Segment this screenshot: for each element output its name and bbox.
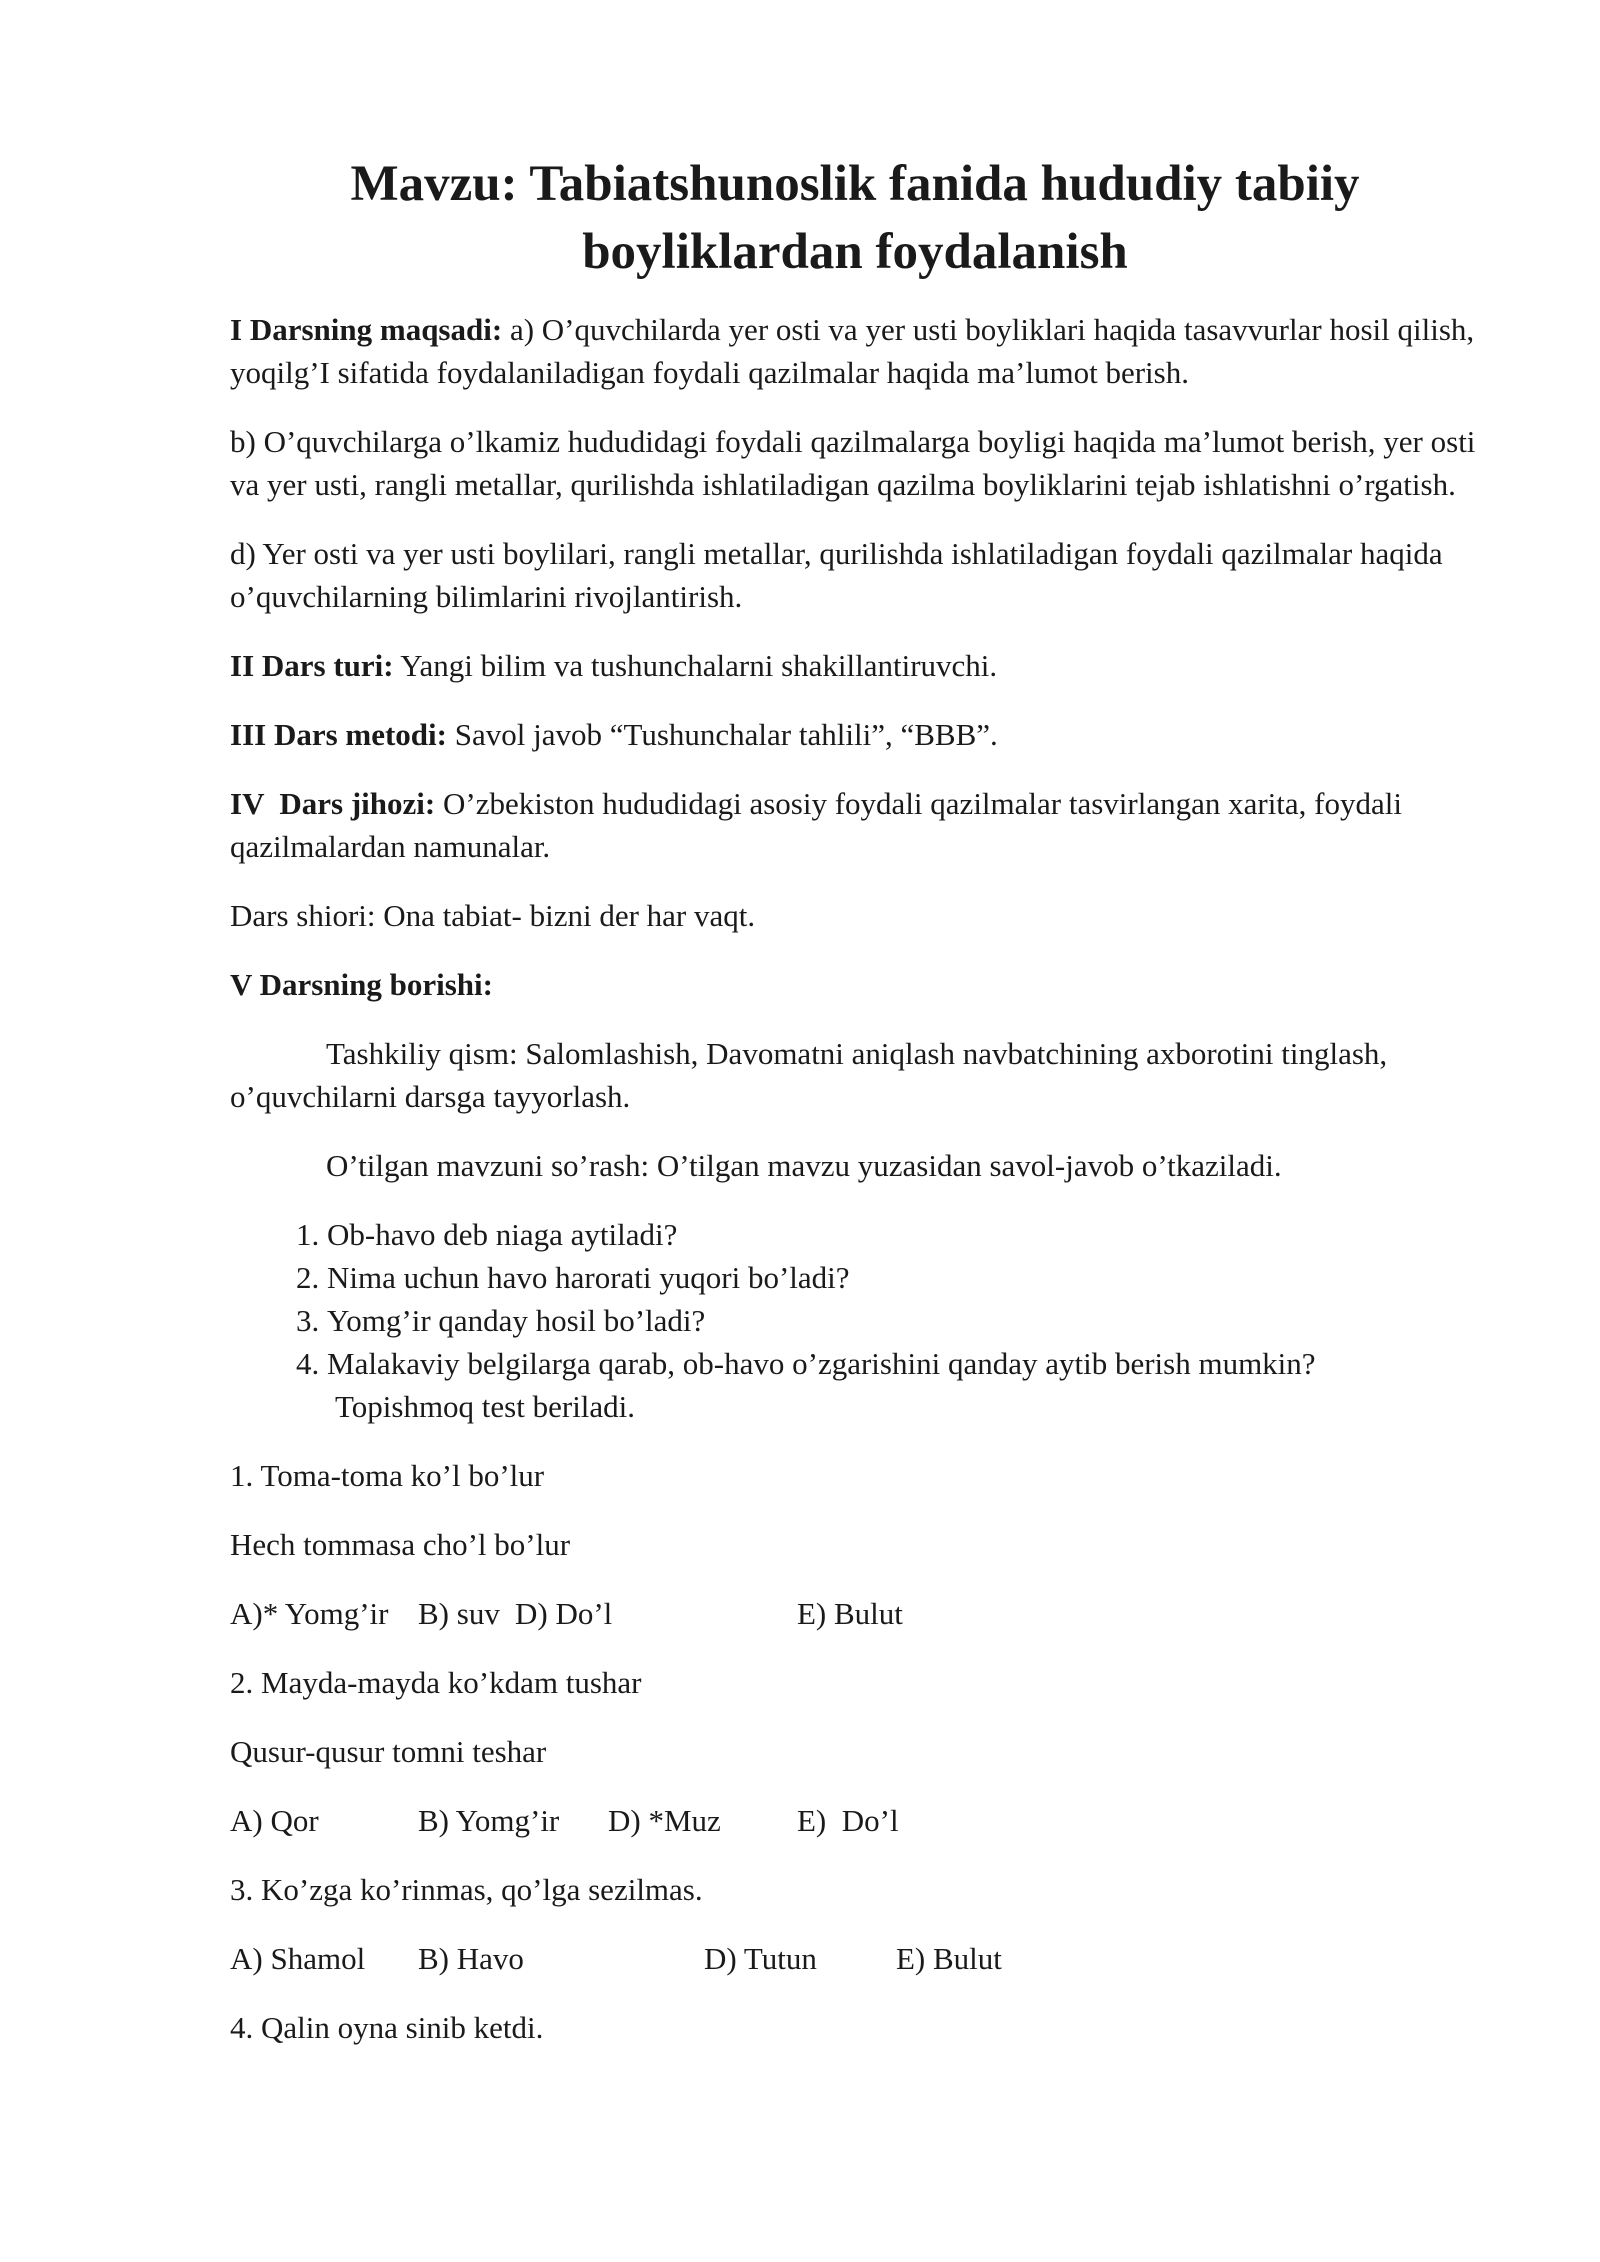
lesson-motto: Dars shiori: Ona tabiat- bizni der har vaqt. [230, 898, 756, 933]
riddle-1-line-1: 1. Toma-toma ko’l bo’lur [230, 1458, 545, 1493]
answer-option: E) Do’l [797, 1803, 899, 1838]
lesson-equipment-label: IV Dars jihozi: [230, 786, 436, 821]
answer-option: E) Bulut [797, 1596, 903, 1631]
answer-option: A) Qor [230, 1803, 319, 1838]
document-page [230, 150, 1480, 2075]
lesson-method-label: III Dars metodi: [230, 717, 447, 752]
answer-option: D) Tutun [704, 1941, 817, 1976]
answer-option: A)* Yomg’ir [230, 1596, 389, 1631]
lesson-progress-heading: V Darsning borishi: [230, 967, 493, 1002]
riddle-2-answers [230, 1799, 1480, 1842]
lesson-equipment-text: O’zbekiston hududidagi asosiy foydali qazilmalar tasvirlangan xarita, foydali qazilmalardan namunalar. [230, 786, 1402, 864]
list-item: 2. Nima uchun havo harorati yuqori bo’ladi? [327, 1256, 1480, 1299]
list-item [327, 1342, 1480, 1428]
title-line-1: Mavzu: Tabiatshunoslik fanida hududiy tabiiy [350, 156, 1360, 212]
riddle-2-line-2: Qusur-qusur tomni teshar [230, 1734, 547, 1769]
lesson-type [230, 644, 1480, 687]
goal-paragraph-b: b) O’quvchilarga o’lkamiz hududidagi foydali qazilmalarga boyligi haqida ma’lumot berish, yer osti va yer usti, rangli metallar, qurilishda ishlatiladigan qazilma boyliklarini tejab ishlatishni o’rgatish. [230, 424, 1476, 502]
riddle-note: Topishmoq test beriladi. [335, 1389, 636, 1424]
goal-text-a: a) O’quvchilarda yer osti va yer usti boyliklari haqida tasavvurlar hosil qilish, yoqilg’I sifatida foydalaniladigan foydali qazilmalar haqida ma’lumot berish. [230, 312, 1475, 390]
answer-option: B) suv [418, 1596, 500, 1631]
lesson-equipment [230, 782, 1480, 868]
answer-option: D) Do’l [515, 1596, 613, 1631]
lesson-type-label: II Dars turi: [230, 648, 394, 683]
lesson-type-text: Yangi bilim va tushunchalarni shakillantiruvchi. [393, 648, 998, 683]
answer-option: D) *Muz [608, 1803, 721, 1838]
title-line-2: boyliklardan foydalanish [582, 224, 1128, 280]
question-text: Malakaviy belgilarga qarab, ob-havo o’zgarishini qanday aytib berish mumkin? [327, 1346, 1316, 1381]
goal-paragraph-d: d) Yer osti va yer usti boylilari, rangli metallar, qurilishda ishlatiladigan foydali qazilmalar haqida o’quvchilarning bilimlarini rivojlantirish. [230, 536, 1443, 614]
answer-option: B) Yomg’ir [418, 1803, 560, 1838]
riddle-1-answers [230, 1592, 1480, 1635]
answer-option: E) Bulut [896, 1941, 1002, 1976]
riddle-3-line-1: 3. Ko’zga ko’rinmas, qo’lga sezilmas. [230, 1872, 703, 1907]
review-part: O’tilgan mavzuni so’rash: O’tilgan mavzu yuzasidan savol-javob o’tkaziladi. [326, 1148, 1282, 1183]
review-questions-list [230, 1213, 1480, 1428]
organizational-part: Tashkiliy qism: Salomlashish, Davomatni aniqlash navbatchining axborotini tinglash, o’quvchilarni darsga tayyorlash. [230, 1036, 1388, 1114]
riddle-2-line-1: 2. Mayda-mayda ko’kdam tushar [230, 1665, 642, 1700]
page-title [230, 150, 1480, 286]
answer-option: A) Shamol [230, 1941, 366, 1976]
riddle-3-answers [230, 1937, 1480, 1980]
riddle-4-line-1: 4. Qalin oyna sinib ketdi. [230, 2010, 544, 2045]
answer-option: B) Havo [418, 1941, 524, 1976]
goal-label: I Darsning maqsadi: [230, 312, 503, 347]
goal-paragraph-a [230, 308, 1480, 394]
riddle-1-line-2: Hech tommasa cho’l bo’lur [230, 1527, 571, 1562]
lesson-method-text: Savol javob “Tushunchalar tahlili”, “BBB”. [447, 717, 998, 752]
list-item: 3. Yomg’ir qanday hosil bo’ladi? [327, 1299, 1480, 1342]
lesson-method [230, 713, 1480, 756]
list-item: 1. Ob-havo deb niaga aytiladi? [327, 1213, 1480, 1256]
